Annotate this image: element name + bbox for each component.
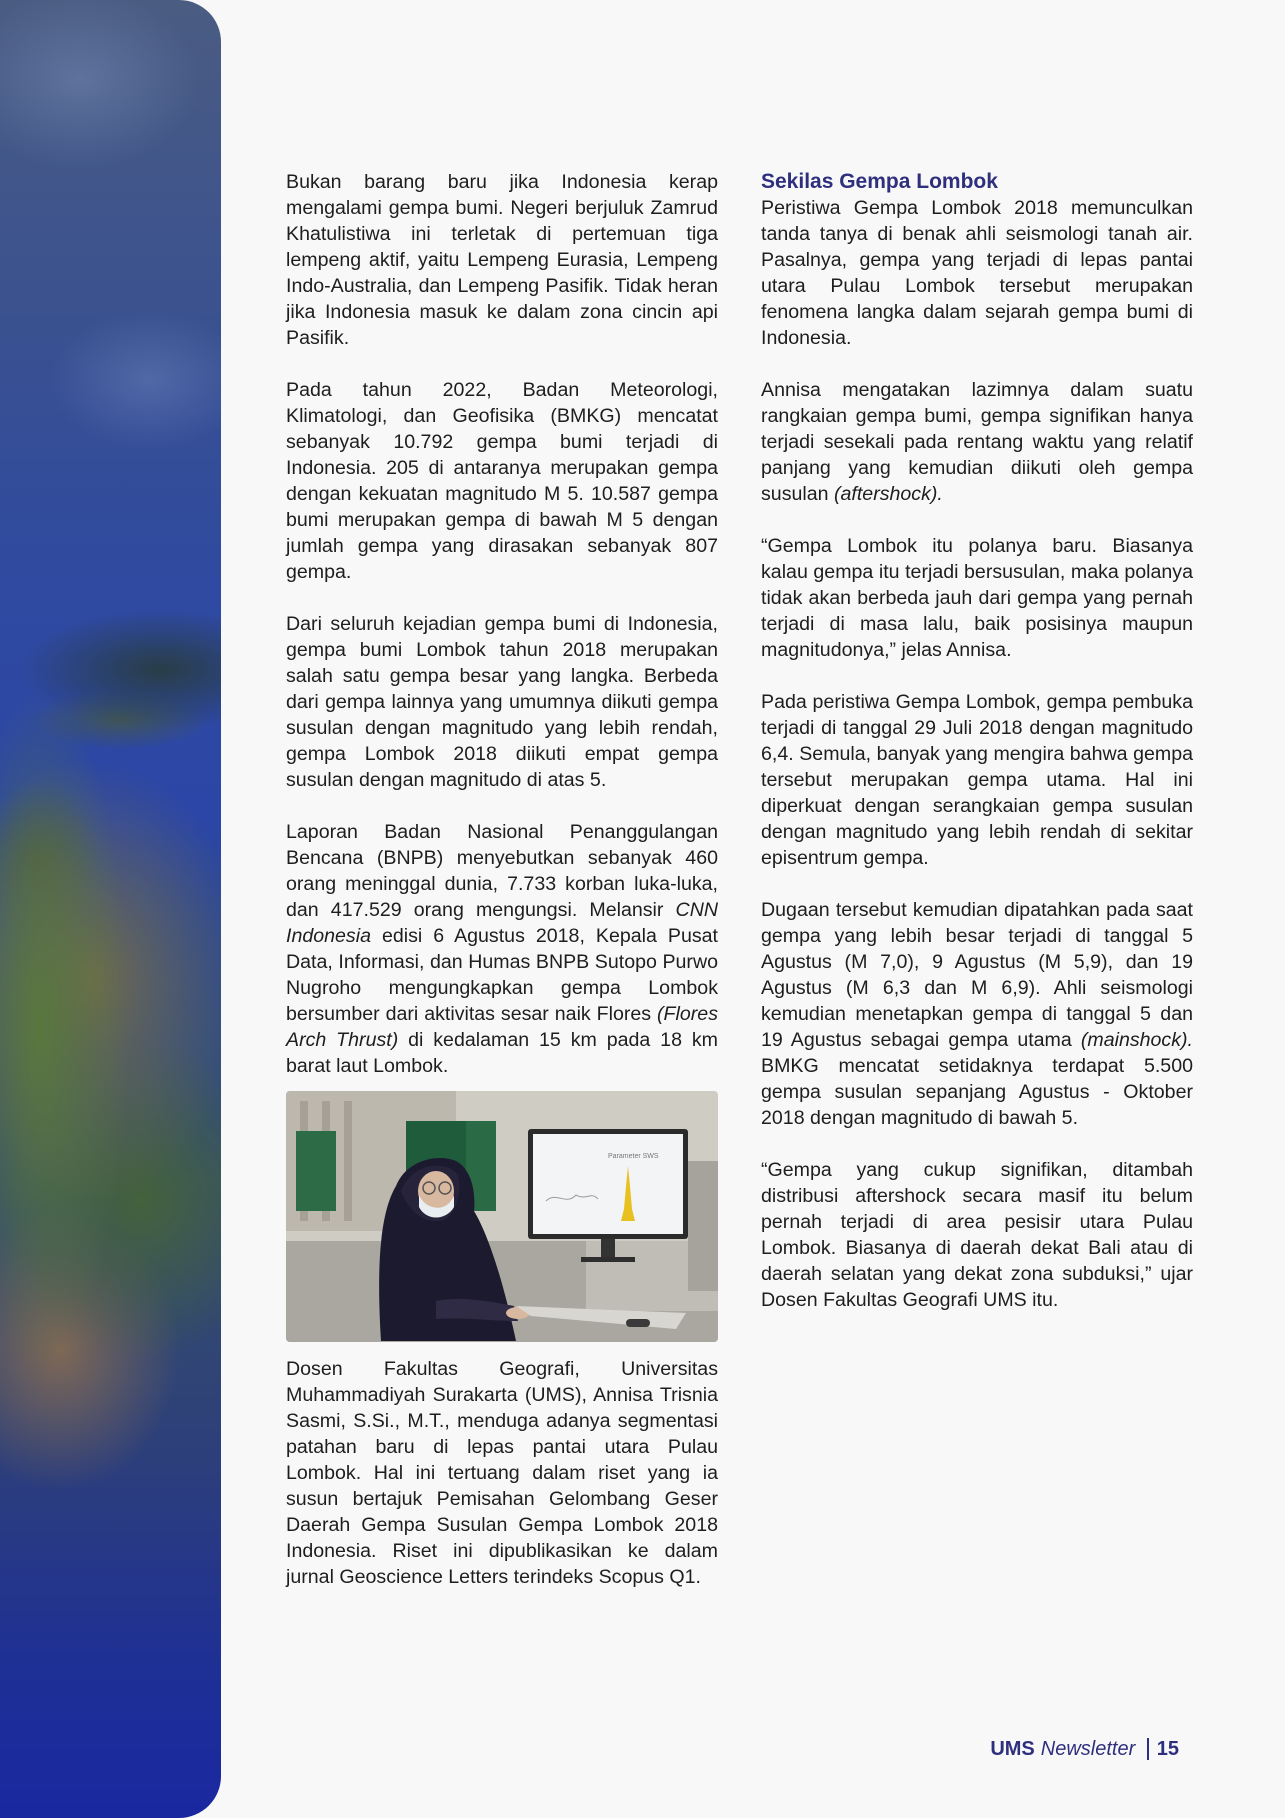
researcher-photo	[286, 1091, 718, 1342]
paragraph: Bukan barang baru jika Indonesia kerap mengalami gempa bumi. Negeri berjuluk Zamrud Khatulistiwa ini terletak di pertemuan tiga lempeng aktif, yaitu Lempeng Eurasia, Lempeng Indo-Australia, dan Lempeng Pasifik. Tidak heran jika Indonesia masuk ke dalam zona cincin api Pasifik.	[286, 171, 718, 349]
satellite-earth-image	[0, 0, 221, 1818]
photo-illustration	[286, 1091, 718, 1342]
paragraph: Dugaan tersebut kemudian dipatahkan pada saat gempa yang lebih besar terjadi di tanggal 5 Agustus (M 7,0), 9 Agustus (M 5,9), dan 19 Agustus (M 6,3 dan M 6,9). Ahli seismologi kemudian menetapkan gempa di tanggal 5 dan 19 Agustus sebagai gempa utama (mainshock). BMKG mencatat setidaknya terdapat 5.500 gempa susulan sepanjang Agustus - Oktober 2018 dengan magnitudo di bawah 5.	[761, 899, 1193, 1129]
paragraph: “Gempa yang cukup signifikan, ditambah distribusi aftershock secara masif itu belum pernah terjadi di area pesisir utara Pulau Lombok. Biasanya di daerah dekat Bali atau di daerah selatan yang dekat zona subduksi,” ujar Dosen Fakultas Geografi UMS itu.	[761, 1159, 1193, 1311]
page-number: 15	[1156, 1738, 1179, 1760]
paragraph: Pada peristiwa Gempa Lombok, gempa pembuka terjadi di tanggal 29 Juli 2018 dengan magnitudo 6,4. Semula, banyak yang mengira bahwa gempa tersebut merupakan gempa utama. Hal ini diperkuat dengan serangkaian gempa susulan dengan magnitudo yang lebih rendah di sekitar episentrum gempa.	[761, 691, 1193, 869]
monitor-text: Parameter SWS	[608, 1153, 659, 1160]
right-column	[761, 169, 1193, 1313]
paragraph: Annisa mengatakan lazimnya dalam suatu rangkaian gempa bumi, gempa signifikan hanya terjadi sesekali pada rentang waktu yang relatif panjang yang kemudian diikuti oleh gempa susulan (aftershock).	[761, 379, 1193, 505]
paragraph: Peristiwa Gempa Lombok 2018 memunculkan tanda tanya di benak ahli seismologi tanah air. Pasalnya, gempa yang terjadi di lepas pantai utara Pulau Lombok tersebut merupakan fenomena langka dalam sejarah gempa bumi di Indonesia.	[761, 197, 1193, 349]
footer-brand: UMS	[990, 1738, 1035, 1760]
page-footer	[990, 1737, 1179, 1761]
section-heading: Sekilas Gempa Lombok	[761, 170, 998, 193]
left-column	[286, 169, 718, 1590]
paragraph: Dosen Fakultas Geografi, Universitas Muhammadiyah Surakarta (UMS), Annisa Trisnia Sasmi, S.Si., M.T., menduga adanya segmentasi patahan baru di lepas pantai utara Pulau Lombok. Hal ini tertuang dalam riset yang ia susun bertajuk Pemisahan Gelombang Geser Daerah Gempa Susulan Gempa Lombok 2018 Indonesia. Riset ini dipublikasikan ke dalam jurnal Geoscience Letters terindeks Scopus Q1.	[286, 1358, 718, 1588]
paragraph: Laporan Badan Nasional Penanggulangan Bencana (BNPB) menyebutkan sebanyak 460 orang meninggal dunia, 7.733 korban luka-luka, dan 417.529 orang mengungsi. Melansir CNN Indonesia edisi 6 Agustus 2018, Kepala Pusat Data, Informasi, dan Humas BNPB Sutopo Purwo Nugroho mengungkapkan gempa Lombok bersumber dari aktivitas sesar naik Flores (Flores Arch Thrust) di kedalaman 15 km pada 18 km barat laut Lombok.	[286, 821, 718, 1077]
footer-publication: Newsletter	[1040, 1738, 1136, 1760]
paragraph: “Gempa Lombok itu polanya baru. Biasanya kalau gempa itu terjadi bersusulan, maka polanya tidak akan berbeda jauh dari gempa yang pernah terjadi di masa lalu, baik posisinya maupun magnitudonya,” jelas Annisa.	[761, 535, 1193, 661]
paragraph: Pada tahun 2022, Badan Meteorologi, Klimatologi, dan Geofisika (BMKG) mencatat sebanyak 10.792 gempa bumi terjadi di Indonesia. 205 di antaranya merupakan gempa dengan kekuatan magnitudo M 5. 10.587 gempa bumi merupakan gempa di bawah M 5 dengan jumlah gempa yang dirasakan sebanyak 807 gempa.	[286, 379, 718, 583]
paragraph: Dari seluruh kejadian gempa bumi di Indonesia, gempa bumi Lombok tahun 2018 merupakan salah satu gempa besar yang langka. Berbeda dari gempa lainnya yang umumnya diikuti gempa susulan dengan magnitudo yang lebih rendah, gempa Lombok 2018 diikuti empat gempa susulan dengan magnitudo di atas 5.	[286, 613, 718, 791]
footer-divider	[1147, 1738, 1149, 1760]
